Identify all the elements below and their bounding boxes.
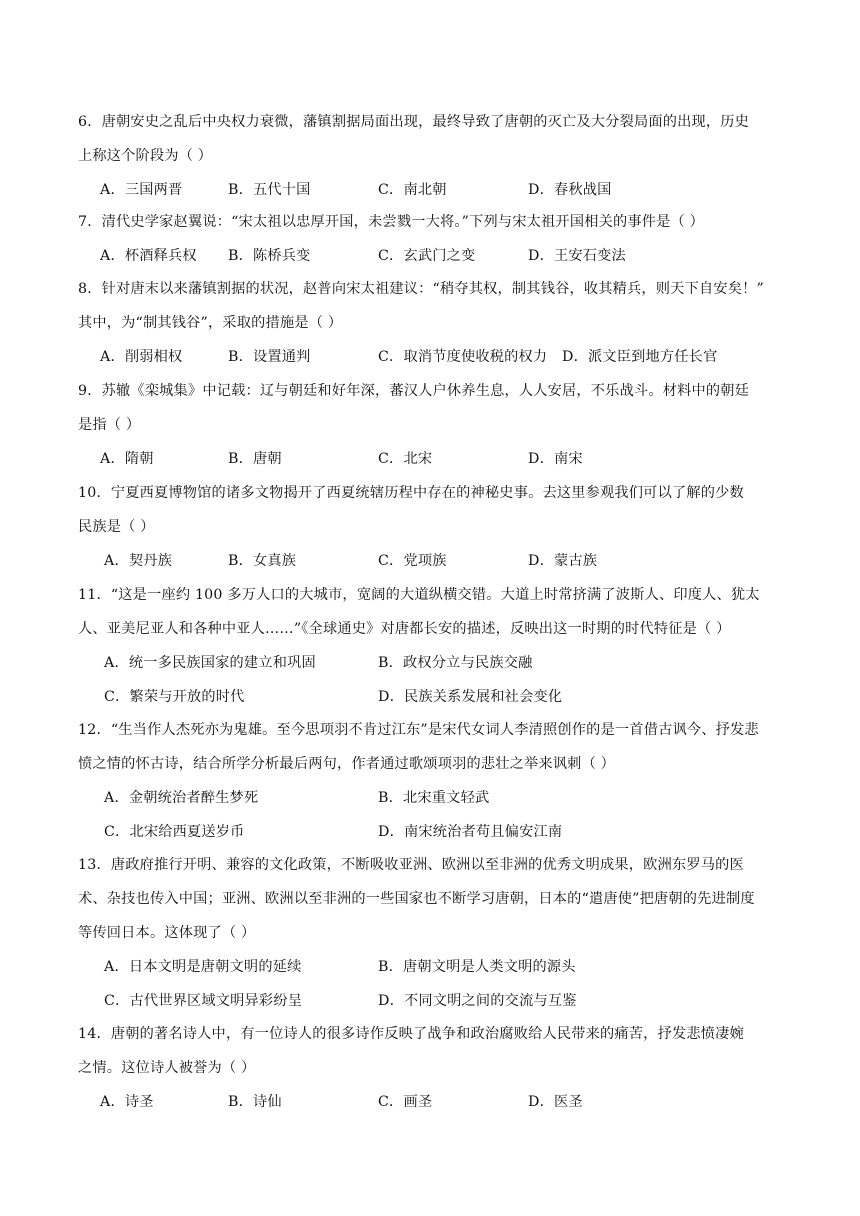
question-stem-line: 术、杂技也传入中国；亚洲、欧洲以至非洲的一些国家也不断学习唐朝，日本的“遣唐使”把唐朝的先进制度	[78, 891, 755, 907]
option-row	[78, 680, 788, 714]
option-a: A．三国两晋	[100, 182, 183, 198]
option-c: C．玄武门之变	[378, 248, 476, 264]
option-b: B．北宋重文轻武	[378, 790, 490, 806]
option-c: C．南北朝	[378, 182, 447, 198]
option-b: B．女真族	[228, 553, 297, 569]
option-c: C．画圣	[378, 1094, 433, 1110]
option-b: B．设置通判	[228, 349, 311, 365]
option-c: C．繁荣与开放的时代	[104, 689, 245, 705]
question-stem-line: 13．唐政府推行开明、兼容的文化政策，不断吸收亚洲、欧洲以至非洲的优秀文明成果，欧洲东罗马的医	[78, 857, 744, 873]
question-stem-line: 愤之情的怀古诗，结合所学分析最后两句，作者通过歌颂项羽的悲壮之举来讽刺（ ）	[78, 756, 616, 772]
option-b: B．唐朝文明是人类文明的源头	[378, 959, 576, 975]
option-c: C．古代世界区域文明异彩纷呈	[104, 993, 303, 1009]
option-row	[78, 815, 788, 849]
question-9	[78, 374, 788, 476]
option-a: A．统一多民族国家的建立和巩固	[104, 655, 316, 671]
question-11	[78, 578, 788, 714]
option-d: D．南宋统治者苟且偏安江南	[378, 824, 563, 840]
option-row	[78, 781, 788, 815]
question-stem-line: 14．唐朝的著名诗人中，有一位诗人的很多诗作反映了战争和政治腐败给人民带来的痛苦，抒发悲愤凄婉	[78, 1026, 744, 1042]
question-stem-line: 之情。这位诗人被誉为（ ）	[78, 1060, 256, 1076]
option-a: A．日本文明是唐朝文明的延续	[104, 959, 302, 975]
option-a: A．隋朝	[100, 451, 154, 467]
question-stem-line: 上称这个阶段为（ ）	[78, 148, 213, 164]
option-d: D．不同文明之间的交流与互鉴	[378, 993, 577, 1009]
question-stem-line: 其中，为“制其钱谷”，采取的措施是（ ）	[78, 315, 343, 331]
question-stem-line: 8．针对唐末以来藩镇割据的状况，赵普向宋太祖建议：“稍夺其权，制其钱谷，收其精兵，则天下自安矣！”	[78, 281, 764, 297]
option-a: A．削弱相权	[100, 349, 183, 365]
option-row	[78, 239, 788, 273]
option-d: D．民族关系发展和社会变化	[378, 689, 563, 705]
option-row	[78, 984, 788, 1018]
option-b: B．唐朝	[228, 451, 282, 467]
question-stem-line: 是指（ ）	[78, 417, 141, 433]
question-stem-line: 民族是（ ）	[78, 519, 155, 535]
question-7	[78, 205, 788, 273]
option-b: B．诗仙	[228, 1094, 282, 1110]
option-a: A．杯酒释兵权	[100, 248, 197, 264]
option-d: D．派文臣到地方任长官	[562, 349, 718, 365]
question-14	[78, 1017, 788, 1119]
option-c: C．北宋给西夏送岁币	[104, 824, 245, 840]
option-b: B．五代十国	[228, 182, 311, 198]
option-row	[78, 1085, 788, 1119]
question-stem-line: 人、亚美尼亚人和各种中亚人……”《全球通史》对唐都长安的描述，反映出这一时期的时代特征是（ ）	[78, 621, 731, 637]
option-d: D．南宋	[528, 451, 583, 467]
option-b: B．政权分立与民族交融	[378, 655, 533, 671]
question-stem-line: 等传回日本。这体现了（ ）	[78, 925, 256, 941]
question-stem-line: 6．唐朝安史之乱后中央权力衰微，藩镇割据局面出现，最终导致了唐朝的灭亡及大分裂局面的出现，历史	[78, 114, 750, 130]
option-row	[78, 544, 788, 578]
option-d: D．王安石变法	[528, 248, 626, 264]
option-d: D．春秋战国	[528, 182, 612, 198]
option-row	[78, 173, 788, 207]
option-c: C．党项族	[378, 553, 447, 569]
question-stem-line: 7．清代史学家赵翼说：“宋太祖以忠厚开国，未尝戮一大将。”下列与宋太祖开国相关的事件是（ ）	[78, 214, 705, 230]
question-6	[78, 105, 788, 207]
option-c: C．取消节度使收税的权力	[378, 349, 548, 365]
question-8	[78, 272, 788, 374]
option-a: A．诗圣	[100, 1094, 154, 1110]
question-13	[78, 848, 788, 1018]
question-stem-line: 10．宁夏西夏博物馆的诸多文物揭开了西夏统辖历程中存在的神秘史事。去这里参观我们可以了解的少数	[78, 485, 744, 501]
option-row	[78, 442, 788, 476]
question-stem-line: 11．“这是一座约 100 多万人口的大城市，宽阔的大道纵横交错。大道上时常挤满了波斯人、印度人、犹太	[78, 587, 760, 603]
option-c: C．北宋	[378, 451, 433, 467]
option-d: D．蒙古族	[528, 553, 598, 569]
option-row	[78, 950, 788, 984]
option-row	[78, 646, 788, 680]
question-stem-line: 9．苏辙《栾城集》中记载：辽与朝廷和好年深，蕃汉人户休养生息，人人安居，不乐战斗。材料中的朝廷	[78, 383, 750, 399]
option-row	[78, 340, 788, 374]
option-a: A．金朝统治者醉生梦死	[104, 790, 259, 806]
question-12	[78, 713, 788, 849]
question-stem-line: 12．“生当作人杰死亦为鬼雄。至今思项羽不肯过江东”是宋代女词人李清照创作的是一首借古讽今、抒发悲	[78, 722, 759, 738]
question-10	[78, 476, 788, 578]
option-d: D．医圣	[528, 1094, 583, 1110]
option-a: A．契丹族	[104, 553, 172, 569]
option-b: B．陈桥兵变	[228, 248, 311, 264]
